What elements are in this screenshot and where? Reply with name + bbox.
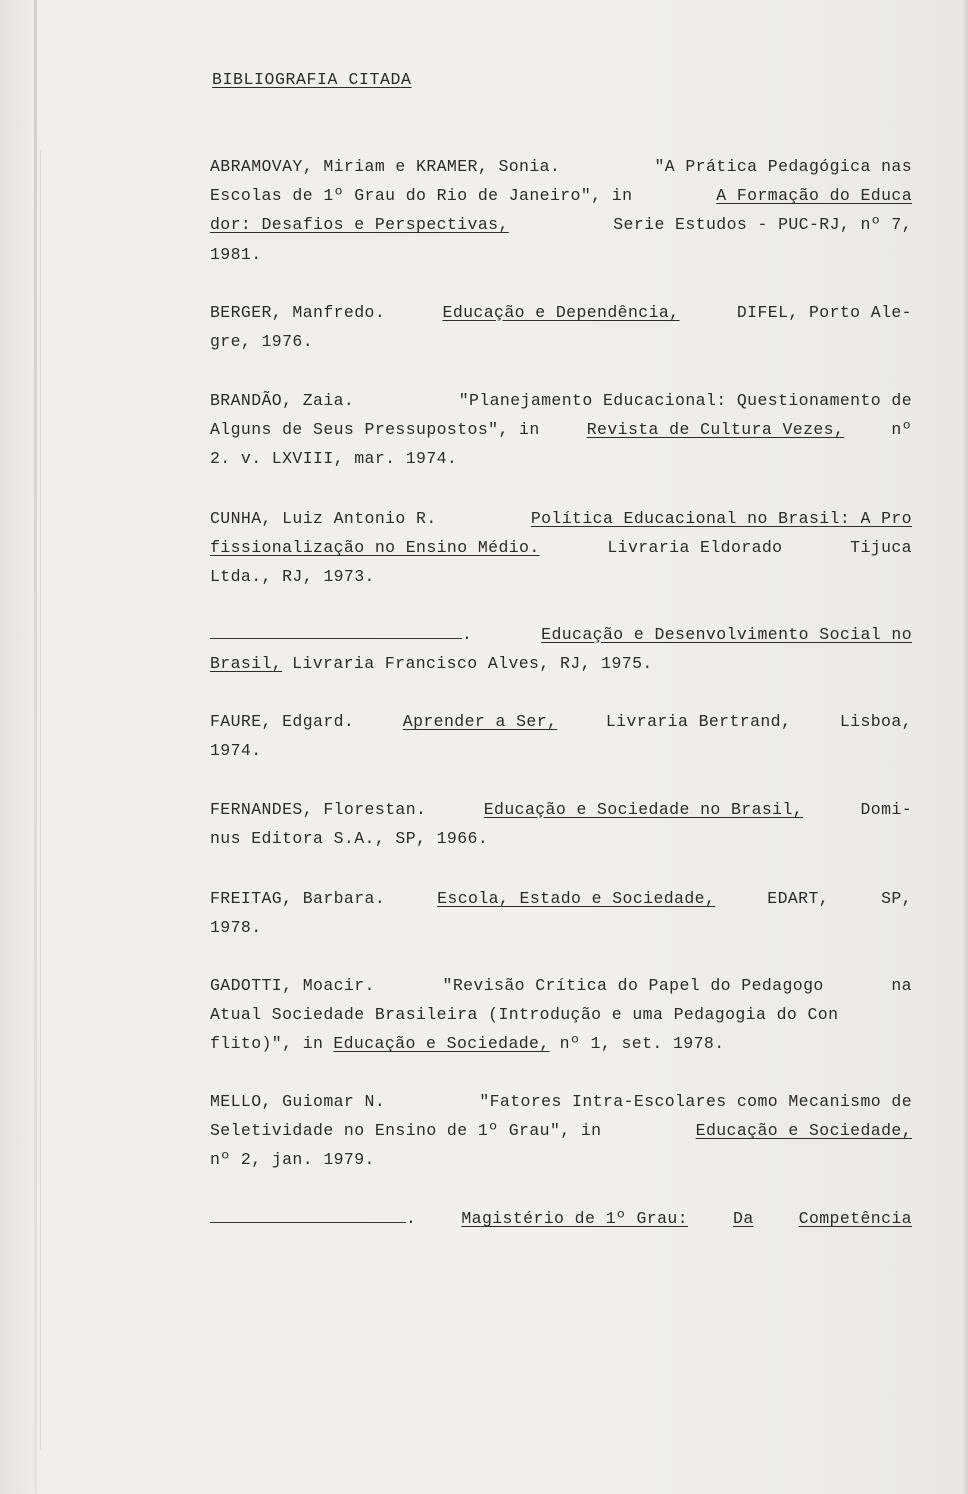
entry-text: "Planejamento Educacional: Questionamento de [458,391,912,410]
entry-text: "Fatores Intra-Escolares como Mecanismo de [479,1092,912,1111]
entry-text: Livraria Bertrand, [605,712,792,731]
entry-text: Livraria Francisco Alves, RJ, 1975. [292,654,653,674]
entry-line [210,210,912,239]
entry-line [210,707,912,736]
entry-text: BERGER, Manfredo. [210,303,386,322]
entry-work-title: Escola, Estado e Sociedade, [437,889,716,908]
entry-text: 1978. [210,918,262,938]
entry-text: . [406,1209,417,1228]
entry-line [210,971,912,1000]
entry-text: 2. v. LXVIII, mar. 1974. [210,449,458,469]
bibliography-entry [210,152,912,269]
entry-line [210,181,912,210]
entry-text: gre, 1976. [210,332,314,352]
entry-text: Serie Estudos - PUC-RJ, nº 7, [613,215,912,235]
entry-text: SP, [881,889,912,908]
entry-line [210,1204,912,1233]
binding-edge [34,0,37,1494]
entry-line [210,327,912,356]
entry-line [210,386,912,415]
entry-line [210,884,912,913]
bibliography-entry [210,795,912,853]
entry-work-title: Aprender a Ser, [402,712,558,731]
entry-text: nº 2, jan. 1979. [210,1150,375,1170]
entry-text: Livraria Eldorado [607,538,783,558]
entry-line [210,795,912,824]
page-edge [962,0,968,1494]
entry-line [210,533,912,562]
bibliography-entry [210,707,912,765]
entry-line [210,240,912,269]
entry-text: Atual Sociedade Brasileira (Introdução e uma Pedagogia do Con [210,1005,839,1025]
entry-text: FAURE, Edgard. [210,712,355,731]
author-repeat-line [210,1204,416,1233]
entry-text: nº [891,420,912,440]
entry-work-title: Brasil, [210,654,283,674]
entry-text: Ltda., RJ, 1973. [210,567,375,587]
entry-text: CUNHA, Luiz Antonio R. [210,509,437,528]
entry-line [210,1145,912,1174]
entry-line [210,913,912,942]
entry-text: Tijuca [850,538,912,558]
entry-text: nus Editora S.A., SP, 1966. [210,829,489,849]
entry-line [210,824,912,853]
entry-line [210,620,912,649]
entry-work-title: Educação e Sociedade, [333,1034,550,1054]
entry-work-title: Magistério de 1º Grau: [461,1209,688,1228]
entry-text: "Revisão Crítica do Papel do Pedagogo [442,976,824,995]
entry-line [210,562,912,591]
entry-work-title: A Formação do Educa [716,186,912,206]
entry-work-title: Educação e Sociedade no Brasil, [483,800,804,819]
entry-work-title: dor: Desafios e Perspectivas, [210,215,509,235]
bibliography-entry [210,504,912,592]
entry-text: ABRAMOVAY, Miriam e KRAMER, Sonia. [210,157,561,176]
entry-work-title: Educação e Sociedade, [695,1121,912,1141]
author-repeat-line [210,620,472,649]
entry-text: BRANDÃO, Zaia. [210,391,355,410]
entry-text: 1981. [210,244,262,264]
entry-text: 1974. [210,741,262,761]
author-blank-line [210,1206,406,1223]
entry-text: Escolas de 1º Grau do Rio de Janeiro", in [210,186,633,206]
entry-work-title: fissionalização no Ensino Médio. [210,538,540,558]
entry-text: Lisboa, [839,712,912,731]
entry-work-title: Revista de Cultura Vezes, [586,420,845,440]
entry-text: DIFEL, Porto Ale- [736,303,912,322]
bibliography-entry [210,620,912,678]
entry-line [210,444,912,473]
page-title: BIBLIOGRAFIA CITADA [212,70,412,89]
entry-work-title: Educação e Dependência, [442,303,680,322]
entry-line [210,1000,912,1029]
entry-text: "A Prática Pedagógica nas [654,157,912,176]
bibliography-entry [210,971,912,1059]
binding-crease [40,150,41,1450]
bibliography-entry [210,1087,912,1175]
entry-text: flito)", in [210,1034,324,1054]
entry-text: na [891,976,912,995]
entry-line [210,298,912,327]
entry-work-title: Competência [798,1209,912,1228]
bibliography-entry [210,386,912,474]
entry-text: Domi- [860,800,912,819]
entry-text: FREITAG, Barbara. [210,889,386,908]
bibliography-entry [210,884,912,942]
entry-text: EDART, [767,889,830,908]
bibliography-entry [210,298,912,356]
entry-text: Seletividade no Ensino de 1º Grau", in [210,1121,602,1141]
entry-line [210,1116,912,1145]
entry-text: nº 1, set. 1978. [559,1034,725,1054]
entry-text: Alguns de Seus Pressupostos", in [210,420,540,440]
entry-line [210,649,912,678]
entry-line [210,415,912,444]
entry-line [210,736,912,765]
entry-work-title: Da [733,1209,754,1228]
author-blank-line [210,622,462,639]
entry-work-title: Educação e Desenvolvimento Social no [541,625,912,644]
entry-text: FERNANDES, Florestan. [210,800,427,819]
entry-work-title: Política Educacional no Brasil: A Pro [530,509,912,528]
entry-line [210,1087,912,1116]
entry-text: MELLO, Guiomar N. [210,1092,386,1111]
entry-line [210,152,912,181]
entry-line [210,1029,912,1058]
entry-text: GADOTTI, Moacir. [210,976,375,995]
entry-line [210,504,912,533]
bibliography-entry [210,1204,912,1233]
entry-text: . [462,625,473,644]
